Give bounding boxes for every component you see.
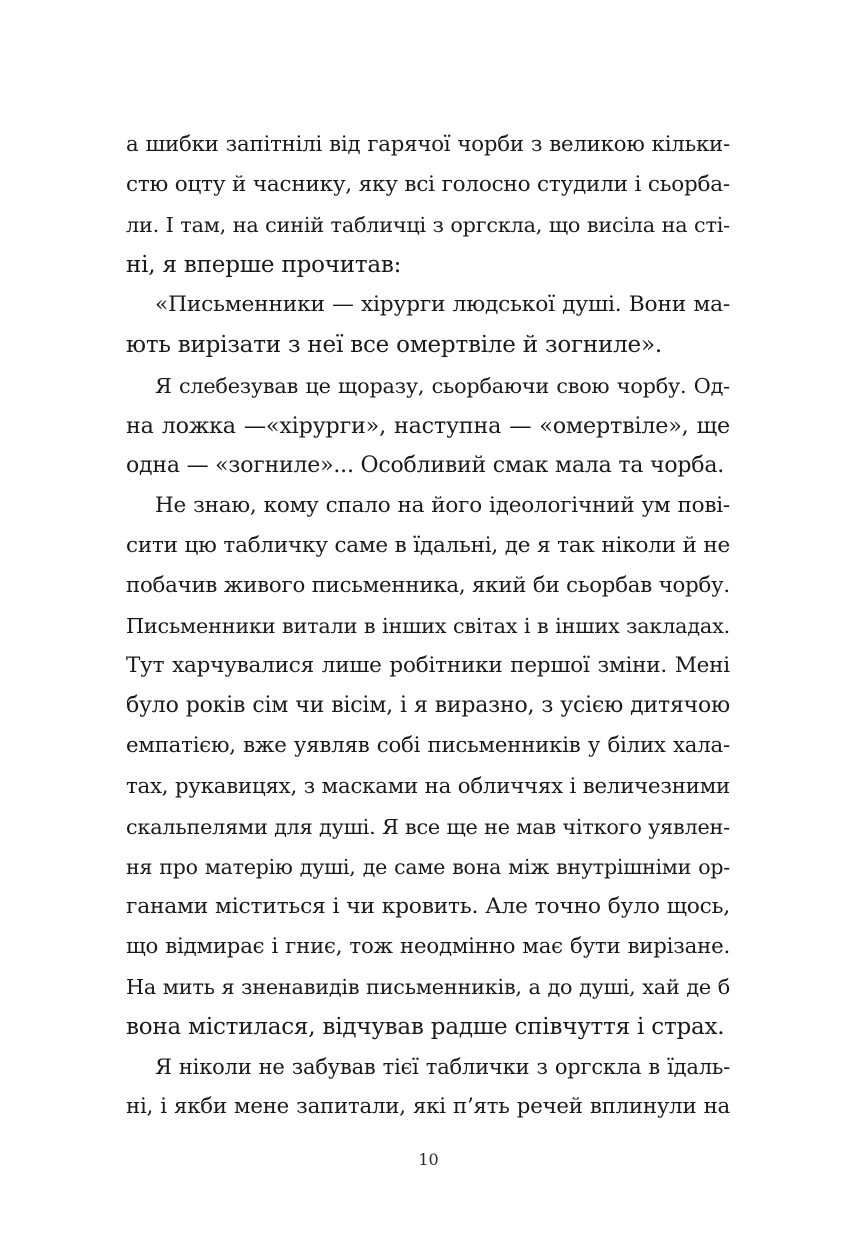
text-line: що відмирає і гниє, тож неодмінно має бути вирізане. — [126, 933, 730, 959]
text-line: а шибки запітнілі від гарячої чорби з великою кільки- — [126, 132, 730, 157]
text-line: Письменники витали в інших світах і в інших закладах. — [126, 614, 730, 639]
page-number: 10 — [418, 1150, 439, 1169]
text-line: емпатією, вже уявляв собі письменників у білих хала- — [126, 733, 730, 759]
text-line: було років сім чи вісім, і я виразно, з усією дитячою — [126, 693, 730, 719]
text-line: Не знаю, кому спало на його ідеологічний ум пові- — [155, 492, 730, 518]
text-line: побачив живого письменника, який би сьорбав чорбу. — [126, 573, 730, 599]
text-line: вона містилася, відчував радше співчуття і страх. — [126, 1014, 725, 1041]
text-line: тах, рукавицях, з масками на обличчях і величезними — [126, 773, 730, 799]
text-line: Тут харчувалися лише робітники першої зміни. Мені — [126, 653, 730, 679]
body-text — [126, 125, 730, 1127]
text-line: ганами міститься і чи кровить. Але точно було щось, — [126, 893, 730, 919]
text-line: Я слебезував це щоразу, сьорбаючи свою чорбу. Од- — [155, 373, 730, 398]
text-line: ня про матерію душі, де саме вона між внутрішніми ор- — [126, 854, 730, 879]
text-line: скальпелями для душі. Я все ще не мав чіткого уявлен- — [126, 814, 730, 839]
text-line: «Письменники — хірурги людської душі. Вони ма- — [155, 292, 730, 318]
text-line: На мить я зненавидів письменників, а до душі, хай де б — [126, 974, 730, 999]
text-line: ні, я вперше прочитав: — [126, 252, 402, 279]
text-line: сити цю табличку саме в їдальні, де я так ніколи й не — [126, 532, 730, 558]
text-line: Я ніколи не забував тієї таблички з оргскла в їдаль- — [155, 1055, 730, 1080]
text-line: одна — «зогниле»... Особливий смак мала та чорба. — [126, 452, 725, 478]
text-line: ні, і якби мене запитали, які п’ять речей вплинули на — [126, 1094, 730, 1120]
text-line: на ложка —«хірурги», наступна — «омертвіле», ще — [126, 412, 730, 439]
text-line: стю оцту й часнику, яку всі голосно студили і сьорба- — [126, 172, 730, 198]
text-line: ють вирізати з неї все омертвіле й зогниле». — [126, 332, 662, 359]
text-line: ли. І там, на синій табличці з оргскла, що висіла на сті- — [126, 213, 730, 238]
